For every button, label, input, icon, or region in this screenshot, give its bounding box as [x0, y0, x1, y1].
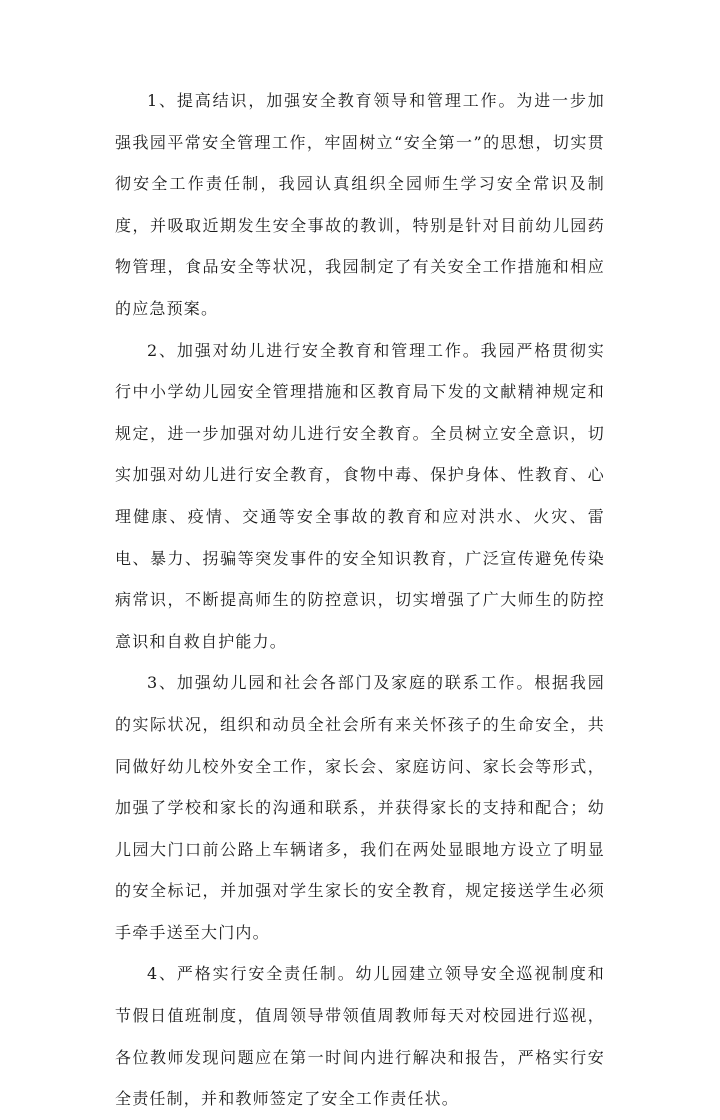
- paragraph-1: 1、提高结识，加强安全教育领导和管理工作。为进一步加强我园平常安全管理工作，牢固树立“安全第一”的思想，切实贯彻安全工作责任制，我园认真组织全园师生学习安全常识及制度，并吸取近期发生安全事故的教训，特别是针对目前幼儿园药物管理，食品安全等状况，我园制定了有关安全工作措施和相应的应急预案。: [115, 91, 605, 318]
- paragraph-4: 4、严格实行安全责任制。幼儿园建立领导安全巡视制度和节假日值班制度，值周领导带领值周教师每天对校园进行巡视，各位教师发现问题应在第一时间内进行解决和报告，严格实行安全责任制，并和教师签定了安全工作责任状。: [115, 964, 605, 1109]
- paragraph-3: 3、加强幼儿园和社会各部门及家庭的联系工作。根据我园的实际状况，组织和动员全社会所有来关怀孩子的生命安全，共同做好幼儿校外安全工作，家长会、家庭访问、家长会等形式，加强了学校和家长的沟通和联系，并获得家长的支持和配合；幼儿园大门口前公路上车辆诸多，我们在两处显眼地方设立了明显的安全标记，并加强对学生家长的安全教育，规定接送学生必须手牵手送至大门内。: [115, 673, 605, 942]
- document-body: [115, 80, 605, 1120]
- paragraph-2: 2、加强对幼儿进行安全教育和管理工作。我园严格贯彻实行中小学幼儿园安全管理措施和区教育局下发的文献精神规定和规定，进一步加强对幼儿进行安全教育。全员树立安全意识，切实加强对幼儿进行安全教育，食物中毒、保护身体、性教育、心理健康、疫情、交通等安全事故的教育和应对洪水、火灾、雷电、暴力、拐骗等突发事件的安全知识教育，广泛宣传避免传染病常识，不断提高师生的防控意识，切实增强了广大师生的防控意识和自救自护能力。: [115, 340, 605, 651]
